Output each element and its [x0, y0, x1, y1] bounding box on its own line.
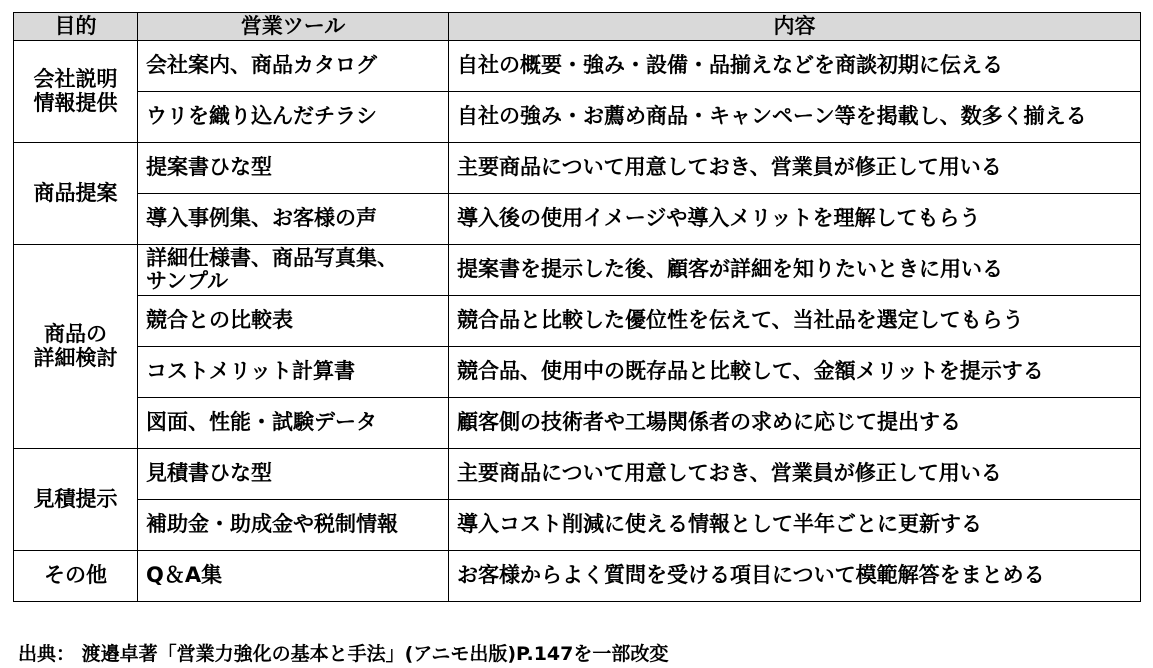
tool-cell: 提案書ひな型	[138, 143, 449, 194]
content-cell: 主要商品について用意しておき、営業員が修正して用いる	[449, 449, 1141, 500]
header-row	[14, 13, 1141, 41]
table-row	[14, 398, 1141, 449]
tool-cell: Q＆A集	[138, 551, 449, 602]
source-citation: 出典： 渡邉卓著「営業力強化の基本と手法」(アニモ出版)P.147を一部改変	[18, 643, 669, 665]
content-cell: 主要商品について用意しておき、営業員が修正して用いる	[449, 143, 1141, 194]
sales-tools-table	[13, 12, 1141, 602]
tool-cell: 図面、性能・試験データ	[138, 398, 449, 449]
tool-cell: ウリを織り込んだチラシ	[138, 92, 449, 143]
content-cell: 顧客側の技術者や工場関係者の求めに応じて提出する	[449, 398, 1141, 449]
purpose-cell: 商品提案	[14, 143, 138, 245]
header-tool: 営業ツール	[138, 13, 449, 41]
header-content: 内容	[449, 13, 1141, 41]
table-row	[14, 92, 1141, 143]
tool-cell: 会社案内、商品カタログ	[138, 41, 449, 92]
table-row	[14, 551, 1141, 602]
content-cell: 導入後の使用イメージや導入メリットを理解してもらう	[449, 194, 1141, 245]
table-row	[14, 296, 1141, 347]
tool-cell: 導入事例集、お客様の声	[138, 194, 449, 245]
tool-cell: 競合との比較表	[138, 296, 449, 347]
tool-cell: 詳細仕様書、商品写真集、 サンプル	[138, 245, 449, 296]
content-cell: 自社の強み・お薦め商品・キャンペーン等を掲載し、数多く揃える	[449, 92, 1141, 143]
table-row	[14, 194, 1141, 245]
content-cell: お客様からよく質問を受ける項目について模範解答をまとめる	[449, 551, 1141, 602]
table-row	[14, 449, 1141, 500]
purpose-cell: 商品の 詳細検討	[14, 245, 138, 449]
tool-cell: コストメリット計算書	[138, 347, 449, 398]
content-cell: 競合品と比較した優位性を伝えて、当社品を選定してもらう	[449, 296, 1141, 347]
content-cell: 提案書を提示した後、顧客が詳細を知りたいときに用いる	[449, 245, 1141, 296]
table-row	[14, 500, 1141, 551]
header-purpose: 目的	[14, 13, 138, 41]
purpose-cell: 会社説明 情報提供	[14, 41, 138, 143]
tool-cell: 見積書ひな型	[138, 449, 449, 500]
purpose-cell: その他	[14, 551, 138, 602]
purpose-cell: 見積提示	[14, 449, 138, 551]
content-cell: 競合品、使用中の既存品と比較して、金額メリットを提示する	[449, 347, 1141, 398]
table-row	[14, 41, 1141, 92]
content-cell: 自社の概要・強み・設備・品揃えなどを商談初期に伝える	[449, 41, 1141, 92]
table-row	[14, 347, 1141, 398]
table-row	[14, 245, 1141, 296]
content-cell: 導入コスト削減に使える情報として半年ごとに更新する	[449, 500, 1141, 551]
table-row	[14, 143, 1141, 194]
tool-cell: 補助金・助成金や税制情報	[138, 500, 449, 551]
